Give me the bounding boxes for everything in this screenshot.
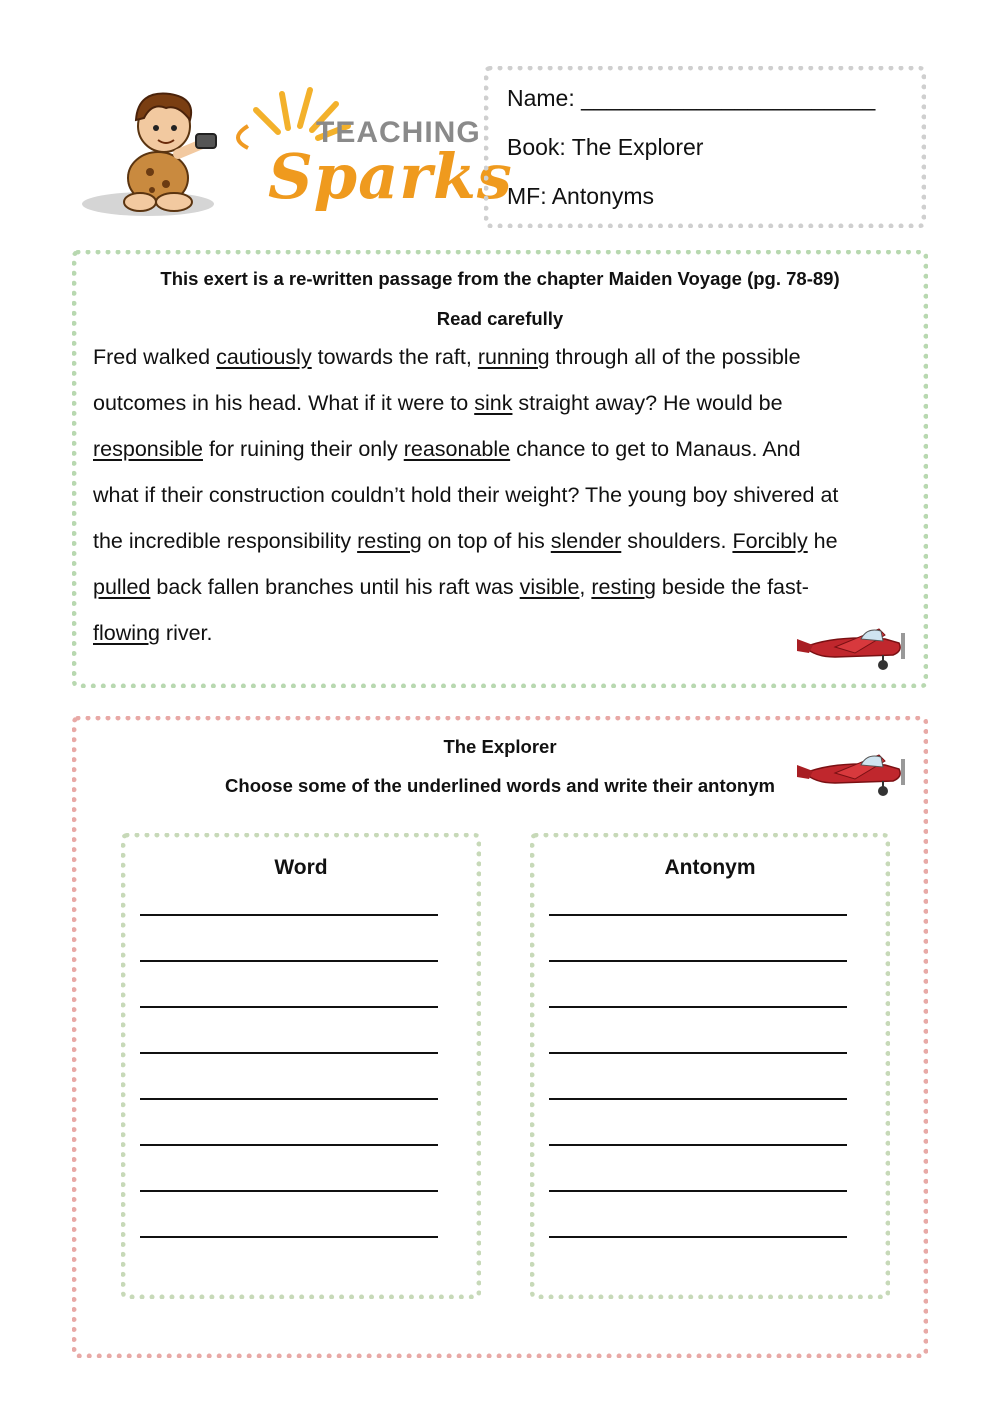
underlined-word: sink xyxy=(474,391,513,415)
passage-subheading: Read carefully xyxy=(436,308,564,329)
word-column xyxy=(121,833,481,1299)
red-airplane-icon xyxy=(795,617,915,673)
passage-text-segment: the incredible responsibility xyxy=(93,529,358,553)
passage-line xyxy=(93,529,838,554)
logo-teaching-text: TEACHING xyxy=(316,116,481,149)
name-field[interactable]: Name: _______________________ xyxy=(507,85,876,111)
passage-text-segment: straight away? He would be xyxy=(512,391,783,415)
passage-text-segment: outcomes in his head. What if it were to xyxy=(93,391,475,415)
antonym-column xyxy=(530,833,890,1299)
antonym-answer-line[interactable] xyxy=(549,1052,847,1054)
underlined-word: running xyxy=(477,345,550,369)
underlined-word: responsible xyxy=(93,437,203,461)
activity-title: The Explorer xyxy=(443,736,557,757)
word-answer-line[interactable] xyxy=(140,1006,438,1008)
passage-text-segment: river. xyxy=(159,621,213,645)
passage-text-segment: through all of the possible xyxy=(549,345,801,369)
word-column-header: Word xyxy=(274,856,328,879)
logo-sparks-text: Sparks xyxy=(268,140,513,213)
book-label: Book: The Explorer xyxy=(507,134,704,160)
passage-text-segment: for ruining their only xyxy=(202,437,404,461)
teaching-sparks-logo xyxy=(78,68,513,226)
passage-text-segment: shoulders. xyxy=(621,529,733,553)
underlined-word: reasonable xyxy=(403,437,511,461)
underlined-word: cautiously xyxy=(216,345,312,369)
word-answer-line[interactable] xyxy=(140,914,438,916)
passage-text-segment: , xyxy=(579,575,592,599)
passage-text-segment: Fred walked xyxy=(93,345,217,369)
underlined-word: Forcibly xyxy=(732,529,808,553)
word-answer-line[interactable] xyxy=(140,1144,438,1146)
passage-line xyxy=(93,391,783,416)
passage-line xyxy=(93,483,838,508)
antonym-activity-box xyxy=(72,716,928,1358)
antonym-answer-line[interactable] xyxy=(549,1098,847,1100)
underlined-word: flowing xyxy=(93,621,160,645)
red-airplane-icon xyxy=(795,743,915,799)
passage-line xyxy=(93,621,213,646)
word-answer-line[interactable] xyxy=(140,960,438,962)
antonym-answer-line[interactable] xyxy=(549,1144,847,1146)
antonym-answer-line[interactable] xyxy=(549,960,847,962)
passage-text-segment: towards the raft, xyxy=(311,345,478,369)
activity-instruction: Choose some of the underlined words and write their antonym xyxy=(225,775,775,796)
antonym-answer-line[interactable] xyxy=(549,1190,847,1192)
word-answer-line[interactable] xyxy=(140,1098,438,1100)
passage-line xyxy=(93,575,809,600)
underlined-word: slender xyxy=(550,529,622,553)
student-info-box xyxy=(484,66,926,228)
antonym-answer-line[interactable] xyxy=(549,1006,847,1008)
passage-heading: This exert is a re-written passage from the chapter Maiden Voyage (pg. 78-89) xyxy=(160,268,840,289)
reading-passage-box xyxy=(72,250,928,688)
antonym-answer-line[interactable] xyxy=(549,1236,847,1238)
underlined-word: resting xyxy=(357,529,422,553)
underlined-word: pulled xyxy=(93,575,151,599)
passage-text-segment: back fallen branches until his raft was xyxy=(150,575,520,599)
passage-text-segment: on top of his xyxy=(421,529,551,553)
underlined-word: resting xyxy=(591,575,656,599)
passage-line xyxy=(93,437,801,462)
passage-line xyxy=(93,345,801,370)
focus-label: MF: Antonyms xyxy=(507,183,654,209)
word-answer-line[interactable] xyxy=(140,1052,438,1054)
word-answer-line[interactable] xyxy=(140,1236,438,1238)
passage-text-segment: beside the fast- xyxy=(655,575,809,599)
antonym-column-header: Antonym xyxy=(664,856,756,879)
underlined-word: visible xyxy=(519,575,580,599)
word-answer-line[interactable] xyxy=(140,1190,438,1192)
passage-text-segment: he xyxy=(807,529,838,553)
antonym-answer-line[interactable] xyxy=(549,914,847,916)
passage-text-segment: chance to get to Manaus. And xyxy=(510,437,801,461)
passage-text-segment: what if their construction couldn’t hold their weight? The young boy shivered at xyxy=(93,483,839,507)
